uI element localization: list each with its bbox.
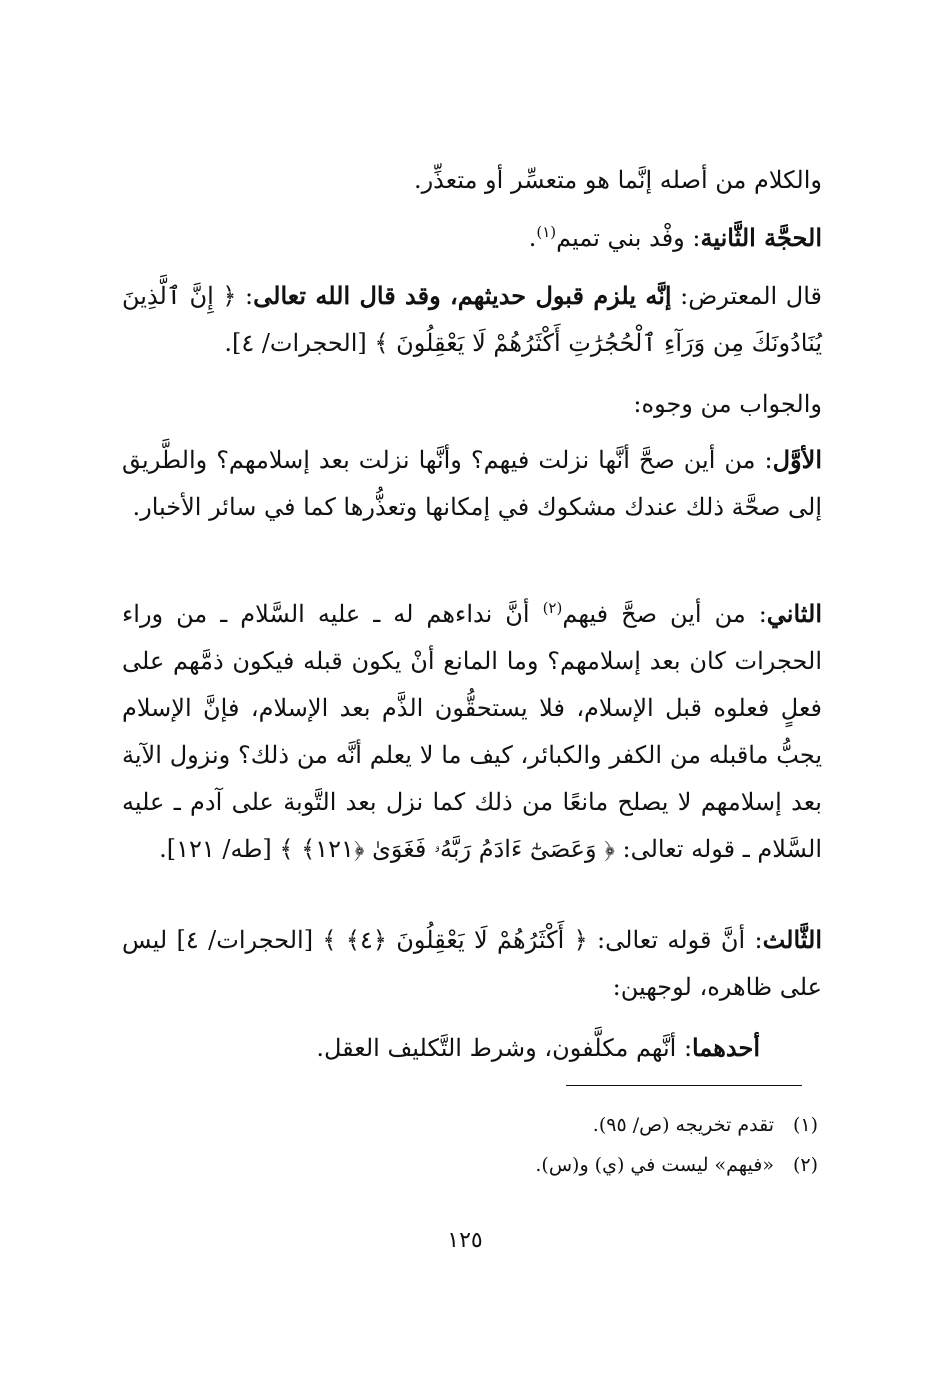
paragraph-text: : أنَّ قوله تعالى: ﴿ أَكْثَرُهُمْ لَا يَعْقِلُونَ ﴿٤﴾ ﴾ [الحجرات/ ٤] ليس على ظاهره، لوجهين: (122, 926, 822, 1001)
paragraph-text: : ﴿ إِنَّ ٱلَّذِينَ يُنَادُونَكَ مِن وَرَآءِ ٱلْحُجُرَٰتِ أَكْثَرُهُمْ لَا يَعْقِلُونَ ﴾ [الحجرات/ ٤]. (122, 282, 822, 357)
footnote-ref-2: (٢) (542, 599, 563, 617)
heading-text: : وفْد بني تميم (556, 224, 701, 252)
footnote-number: (١) (792, 1114, 818, 1136)
heading-bold: الحجَّة الثَّانية (700, 223, 822, 252)
paragraph-text: : من أين صحَّ أنَّها نزلت فيهم؟ وأنَّها نزلت بعد إسلامهم؟ والطَّريق إلى صحَّة ذلك عندك مشكوك في إمكانها وتعذُّرها كما في سائر الأخبار. (122, 446, 822, 521)
paragraph-line-1 (122, 156, 822, 204)
paragraph-text: : من أين صحَّ فيهم (562, 600, 767, 628)
heading-end: . (528, 224, 537, 252)
paragraph-bold: أحدهما (692, 1033, 760, 1062)
paragraph-bold: الأوَّل (772, 445, 822, 474)
paragraph-text: أنَّ نداءهم له ـ عليه السَّلام ـ من وراء الحجرات كان بعد إسلامهم؟ وما المانع أنْ يكون قبله فيكون ذمَّهم على فعلٍ فعلوه قبل الإسلام، فلا يستحقُّون الذَّم بعد الإسلام، فإنَّ الإسلام يجبُّ ماقبله من الكفر والكبائر، كيف ما لا يعلم أنَّه من ذلك؟ ونزول الآية بعد إسلامهم لا يصلح مانعًا من ذلك كما نزل بعد التَّوبة على آدم ـ عليه السَّلام ـ قوله تعالى: ﴿ وَعَصَىٰٓ ءَادَمُ رَبَّهُۥ فَغَوَىٰ ﴿١٢١﴾ ﴾ [طه/ ١٢١]. (122, 600, 822, 863)
paragraph-bold: إنَّه يلزم قبول حديثهم، وقد قال الله تعالى (253, 281, 672, 310)
paragraph-second (122, 590, 822, 873)
paragraph-answer-intro (122, 380, 822, 428)
paragraph-third (122, 916, 822, 1011)
footnote-number: (٢) (792, 1154, 818, 1176)
section-heading-second-argument (122, 214, 822, 262)
paragraph-text: قال المعترض: (671, 282, 823, 310)
paragraph-bold: الثَّالث (762, 925, 822, 954)
footnote-1 (593, 1110, 818, 1140)
paragraph-objector (122, 272, 822, 367)
page-number: ١٢٥ (447, 1228, 483, 1253)
footnote-2 (535, 1150, 818, 1180)
footnote-separator (566, 1085, 802, 1086)
paragraph-bold: الثاني (766, 599, 822, 628)
footnote-text: «فيهم» ليست في (ي) و(س). (535, 1154, 774, 1176)
footnote-text: تقدم تخريجه (ص/ ٩٥). (592, 1114, 774, 1136)
footnote-ref-1: (١) (536, 223, 557, 241)
paragraph-text: والجواب من وجوه: (633, 390, 822, 418)
paragraph-text: : أنَّهم مكلَّفون، وشرط التَّكليف العقل. (316, 1034, 693, 1062)
paragraph-text: والكلام من أصله إنَّما هو متعسِّر أو متعذِّر. (413, 166, 822, 194)
paragraph-one-of-them (60, 1024, 760, 1072)
paragraph-first (122, 436, 822, 531)
